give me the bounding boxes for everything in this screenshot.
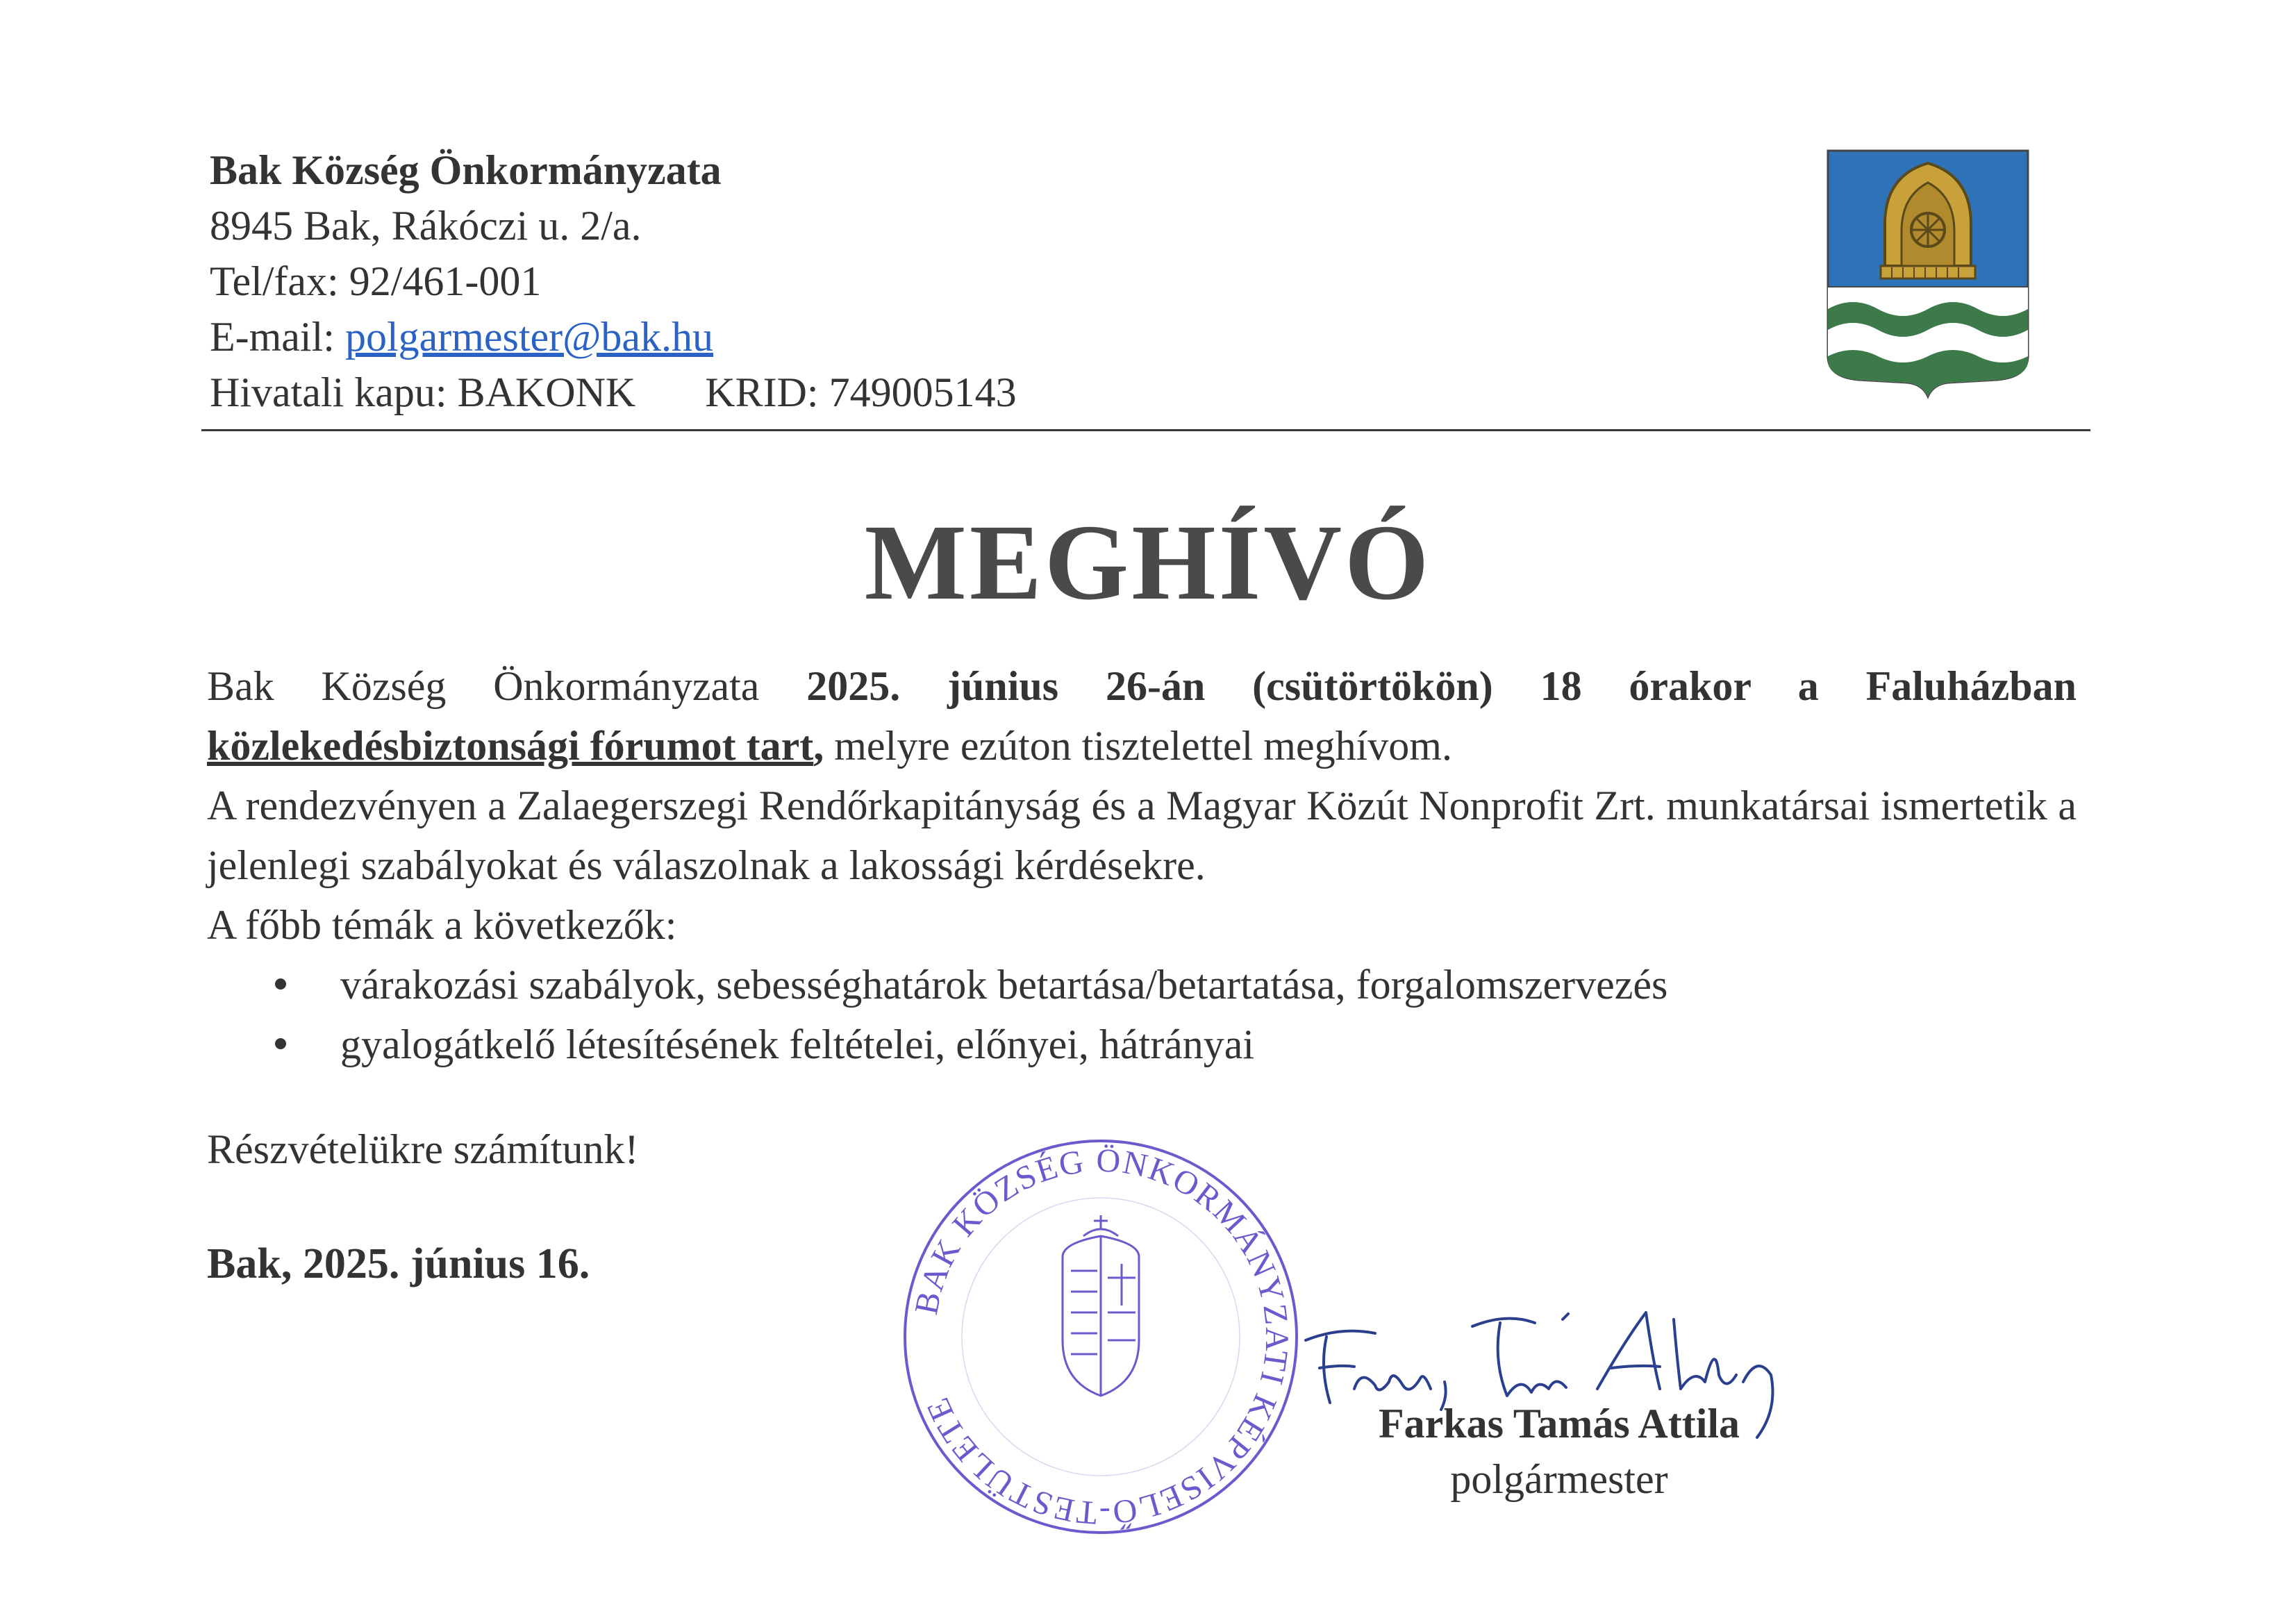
document-title: MEGHÍVÓ bbox=[864, 502, 1432, 622]
bullet-icon bbox=[275, 1038, 286, 1049]
hungarian-coat-of-arms-icon bbox=[1063, 1215, 1139, 1396]
coat-of-arms-logo bbox=[1825, 148, 2031, 405]
official-stamp bbox=[896, 1132, 1306, 1542]
paragraph-intro bbox=[207, 656, 2077, 776]
intro-lead: Bak Község Önkormányzata bbox=[207, 663, 807, 709]
date-line: Bak, 2025. június 16. bbox=[207, 1240, 590, 1287]
closing-line: Részvételükre számítunk! bbox=[207, 1126, 639, 1172]
org-email-line bbox=[210, 309, 1251, 365]
topics-list bbox=[207, 955, 2077, 1074]
bullet-icon bbox=[275, 978, 286, 990]
krid-id: KRID: 749005143 bbox=[705, 369, 1017, 415]
paragraph-topics-lead: A főbb témák a következők: bbox=[207, 902, 677, 948]
org-gate-line bbox=[210, 365, 1251, 420]
letterhead bbox=[210, 142, 1251, 420]
event-datetime-place: 2025. június 26-án (csütörtökön) 18 órakor a Faluházban bbox=[806, 663, 2077, 709]
list-item bbox=[207, 955, 2077, 1015]
gate-id: Hivatali kapu: BAKONK bbox=[210, 369, 636, 415]
stamp-ring-text: BAK KÖZSÉG ÖNKORMÁNYZATI KÉPVISELŐ-TESTÜLETE bbox=[908, 1142, 1296, 1532]
email-label: E-mail: bbox=[210, 314, 345, 360]
signer-name: Farkas Tamás Attila bbox=[1378, 1401, 1740, 1446]
org-address: 8945 Bak, Rákóczi u. 2/a. bbox=[210, 203, 642, 249]
topic-text: várakozási szabályok, sebességhatárok betartása/betartatása, forgalomszervezés bbox=[340, 962, 1668, 1008]
signer-block bbox=[1281, 1396, 1837, 1507]
event-name: közlekedésbiztonsági fórumot tart bbox=[207, 723, 814, 769]
topic-text: gyalogátkelő létesítésének feltételei, előnyei, hátrányai bbox=[340, 1021, 1255, 1067]
intro-tail: melyre ezúton tisztelettel meghívom. bbox=[824, 723, 1452, 769]
letter-body bbox=[207, 656, 2077, 1074]
event-name-comma: , bbox=[813, 723, 824, 769]
paragraph-details: A rendezvényen a Zalaegerszegi Rendőrkapitányság és a Magyar Közút Nonprofit Zrt. munkatársai ismertetik a jelenlegi szabályokat és válaszolnak a lakossági kérdésekre. bbox=[207, 783, 2077, 888]
list-item bbox=[207, 1015, 2077, 1074]
org-name: Bak Község Önkormányzata bbox=[210, 147, 722, 193]
org-telfax: Tel/fax: 92/461-001 bbox=[210, 258, 542, 304]
header-divider bbox=[201, 429, 2090, 431]
email-link[interactable]: polgarmester@bak.hu bbox=[344, 314, 714, 360]
signer-role: polgármester bbox=[1450, 1456, 1668, 1502]
